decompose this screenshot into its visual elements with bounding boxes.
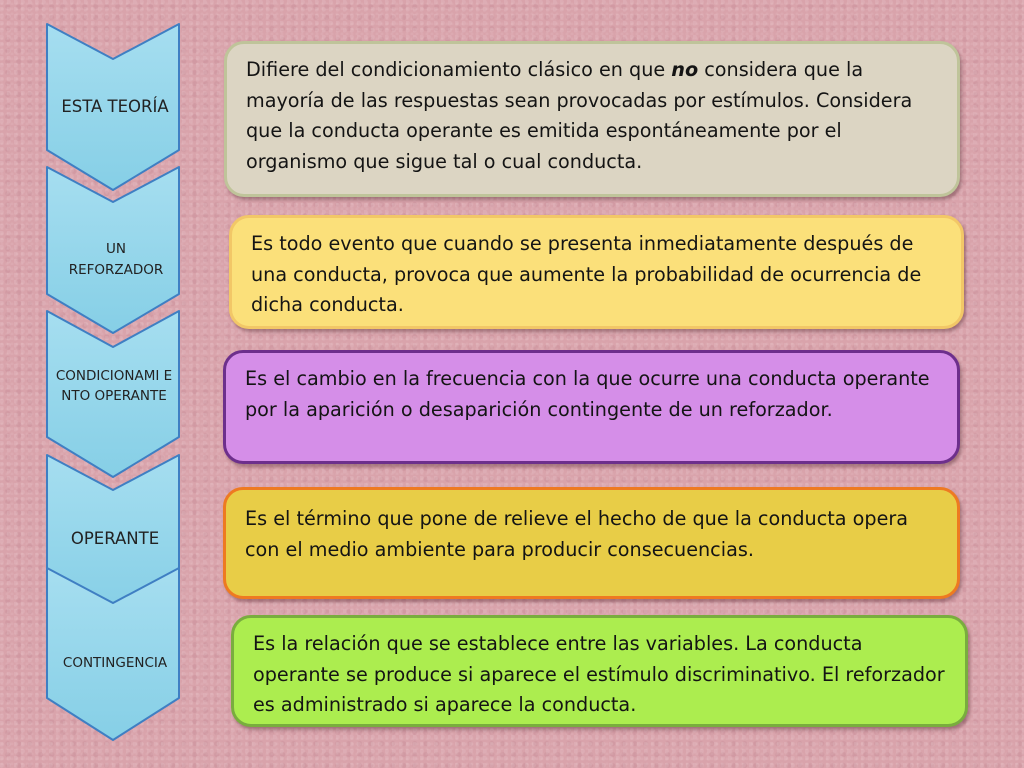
definition-text-5: Es la relación que se establece entre las variables. La conducta operante se produce si aparece el estímulo discriminativo. El reforzador es administrado si aparece la conducta. [253, 632, 945, 716]
definition-text-3: Es el cambio en la frecuencia con la que ocurre una conducta operante por la aparición o desaparición contingente de un reforzador. [245, 367, 930, 421]
definition-box-operante [223, 487, 960, 599]
definition-text-1b: considera que la mayoría de las respuestas sean provocadas por estímulos. Considera que la conducta operante es emitida espontáneamente por el organismo que sigue tal o cual conducta. [246, 58, 913, 173]
definition-box-contingencia [231, 615, 968, 727]
definition-text-1a: Difiere del condicionamiento clásico en que [246, 58, 672, 81]
definition-box-reforzador [229, 215, 964, 329]
chevron-label-un-reforzador: UN REFORZADOR [68, 241, 164, 278]
definition-text-4: Es el término que pone de relieve el hecho de que la conducta opera con el medio ambiente para producir consecuencias. [245, 507, 909, 561]
chevron-label-operante: OPERANTE [70, 529, 160, 548]
chevron-label-condicionamiento-operante: CONDICIONAMI ENTO OPERANTE [55, 368, 173, 404]
definition-text-2: Es todo evento que cuando se presenta inmediatamente después de una conducta, provoca que aumente la probabilidad de ocurrencia de dicha conducta. [251, 232, 922, 316]
chevron-label-esta-teoria: ESTA TEORÍA [61, 97, 169, 116]
definition-box-esta-teoria [224, 41, 960, 197]
definition-box-condicionamiento-operante [223, 350, 960, 464]
chevron-label-contingencia: CONTINGENCIA [62, 655, 168, 671]
definition-emphasis-no: no [671, 58, 699, 81]
